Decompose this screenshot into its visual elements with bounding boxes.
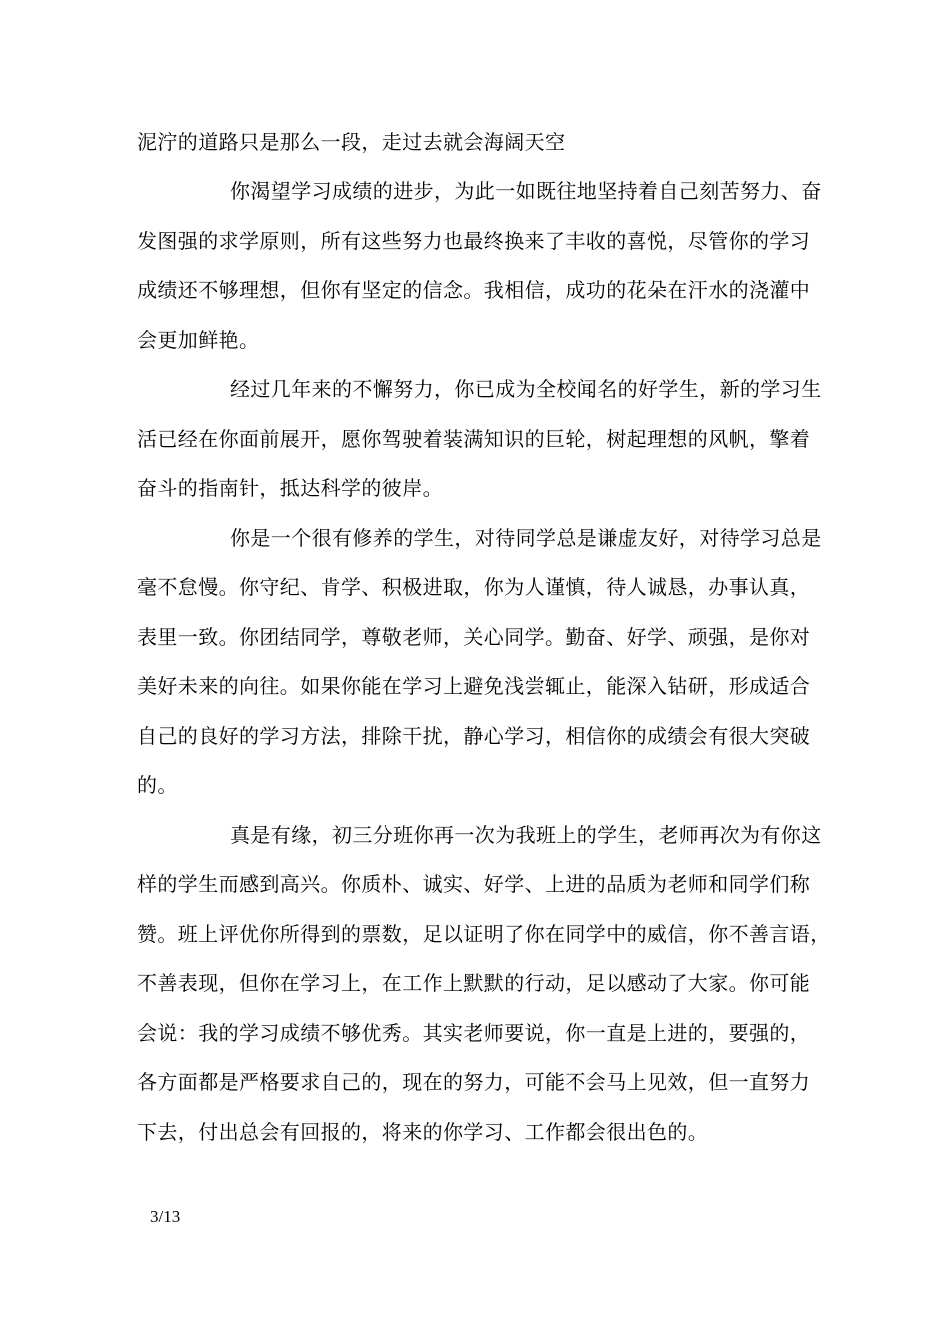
text-line: 会更加鲜艳。 xyxy=(137,328,260,352)
text-line: 你是一个很有修养的学生，对待同学总是谦虚友好，对待学习总是 xyxy=(230,526,822,550)
text-line: 会说：我的学习成绩不够优秀。其实老师要说，你一直是上进的，要强的， xyxy=(137,1021,811,1045)
text-line: 你渴望学习成绩的进步，为此一如既往地坚持着自己刻苦努力、奋 xyxy=(230,179,822,203)
page-number: 3/13 xyxy=(150,1207,181,1226)
text-line: 活已经在你面前展开，愿你驾驶着装满知识的巨轮，树起理想的风帆，擎着 xyxy=(137,427,811,451)
text-line: 毫不怠慢。你守纪、肯学、积极进取，你为人谨慎，待人诚恳，办事认真， xyxy=(137,575,811,599)
text-line: 发图强的求学原则，所有这些努力也最终换来了丰收的喜悦，尽管你的学习 xyxy=(137,229,811,253)
text-line: 自己的良好的学习方法，排除干扰，静心学习，相信你的成绩会有很大突破 xyxy=(137,724,811,748)
text-line: 奋斗的指南针，抵达科学的彼岸。 xyxy=(137,476,443,500)
text-line: 表里一致。你团结同学，尊敬老师，关心同学。勤奋、好学、顽强，是你对 xyxy=(137,625,811,649)
text-line: 泥泞的道路只是那么一段，走过去就会海阔天空 xyxy=(137,130,566,154)
text-line: 的。 xyxy=(137,773,178,797)
text-line: 美好未来的向往。如果你能在学习上避免浅尝辄止，能深入钻研，形成适合 xyxy=(137,674,811,698)
text-line: 真是有缘，初三分班你再一次为我班上的学生，老师再次为有你这 xyxy=(230,823,822,847)
text-line: 经过几年来的不懈努力，你已成为全校闻名的好学生，新的学习生 xyxy=(230,377,822,401)
text-line: 赞。班上评优你所得到的票数，足以证明了你在同学中的威信，你不善言语， xyxy=(137,922,831,946)
text-line: 成绩还不够理想，但你有坚定的信念。我相信，成功的花朵在汗水的浇灌中 xyxy=(137,278,811,302)
text-line: 下去，付出总会有回报的，将来的你学习、工作都会很出色的。 xyxy=(137,1120,709,1144)
text-line: 不善表现，但你在学习上，在工作上默默的行动，足以感动了大家。你可能 xyxy=(137,971,811,995)
text-line: 各方面都是严格要求自己的，现在的努力，可能不会马上见效，但一直努力 xyxy=(137,1070,811,1094)
text-line: 样的学生而感到高兴。你质朴、诚实、好学、上进的品质为老师和同学们称 xyxy=(137,872,811,896)
